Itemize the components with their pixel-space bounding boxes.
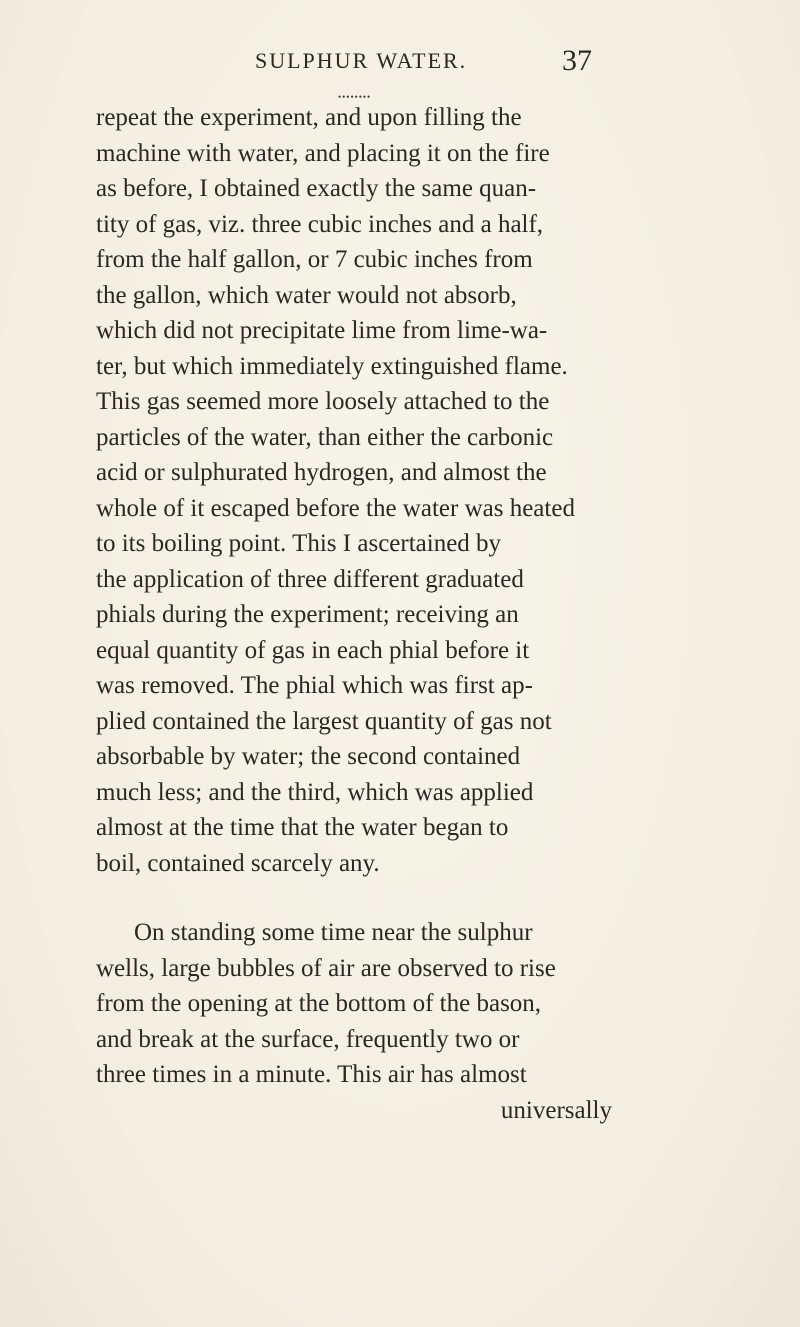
text-line: and break at the surface, frequently two or — [96, 1025, 520, 1053]
text-line: tity of gas, viz. three cubic inches and a half, — [96, 210, 544, 238]
text-line: machine with water, and placing it on the fire — [96, 139, 550, 167]
catchword: universally — [500, 1096, 612, 1124]
text-line: boil, contained scarcely any. — [96, 849, 380, 877]
running-title: SULPHUR WATER. — [255, 48, 468, 73]
text-line: particles of the water, than either the carbonic — [96, 423, 554, 451]
text-line: ter, but which immediately extinguished flame. — [96, 352, 568, 380]
paragraph-2 — [96, 915, 636, 1128]
text-line: much less; and the third, which was applied — [96, 778, 534, 806]
text-line: to its boiling point. This I ascertained by — [96, 530, 502, 557]
text-line: from the half gallon, or 7 cubic inches from — [96, 246, 533, 273]
body-text — [96, 100, 636, 1128]
text-line: the application of three different graduated — [96, 565, 524, 593]
text-line: which did not precipitate lime from lime-wa- — [96, 317, 548, 344]
text-line: was removed. The phial which was first ap- — [96, 672, 533, 699]
text-line: as before, I obtained exactly the same quan- — [96, 175, 537, 202]
text-line: whole of it escaped before the water was heated — [96, 494, 575, 522]
text-line: plied contained the largest quantity of gas not — [96, 707, 552, 735]
text-line: repeat the experiment, and upon filling the — [96, 104, 522, 131]
running-head — [0, 30, 800, 102]
text-line: absorbable by water; the second contained — [96, 743, 521, 770]
page-number: 37 — [562, 44, 592, 77]
text-line: wells, large bubbles of air are observed to rise — [96, 954, 556, 982]
text-line: On standing some time near the sulphur — [134, 919, 533, 946]
text-line: equal quantity of gas in each phial before it — [96, 636, 530, 664]
text-line: almost at the time that the water began to — [96, 814, 509, 841]
paragraph-1 — [96, 100, 636, 881]
text-line: phials during the experiment; receiving an — [96, 601, 519, 628]
text-line: the gallon, which water would not absorb, — [96, 281, 517, 309]
text-line: three times in a minute. This air has almost — [96, 1061, 527, 1088]
text-line: acid or sulphurated hydrogen, and almost the — [96, 459, 547, 486]
text-line: from the opening at the bottom of the bason, — [96, 990, 542, 1017]
header-ornament: •••••••• — [338, 92, 372, 102]
text-line: This gas seemed more loosely attached to the — [96, 388, 550, 415]
